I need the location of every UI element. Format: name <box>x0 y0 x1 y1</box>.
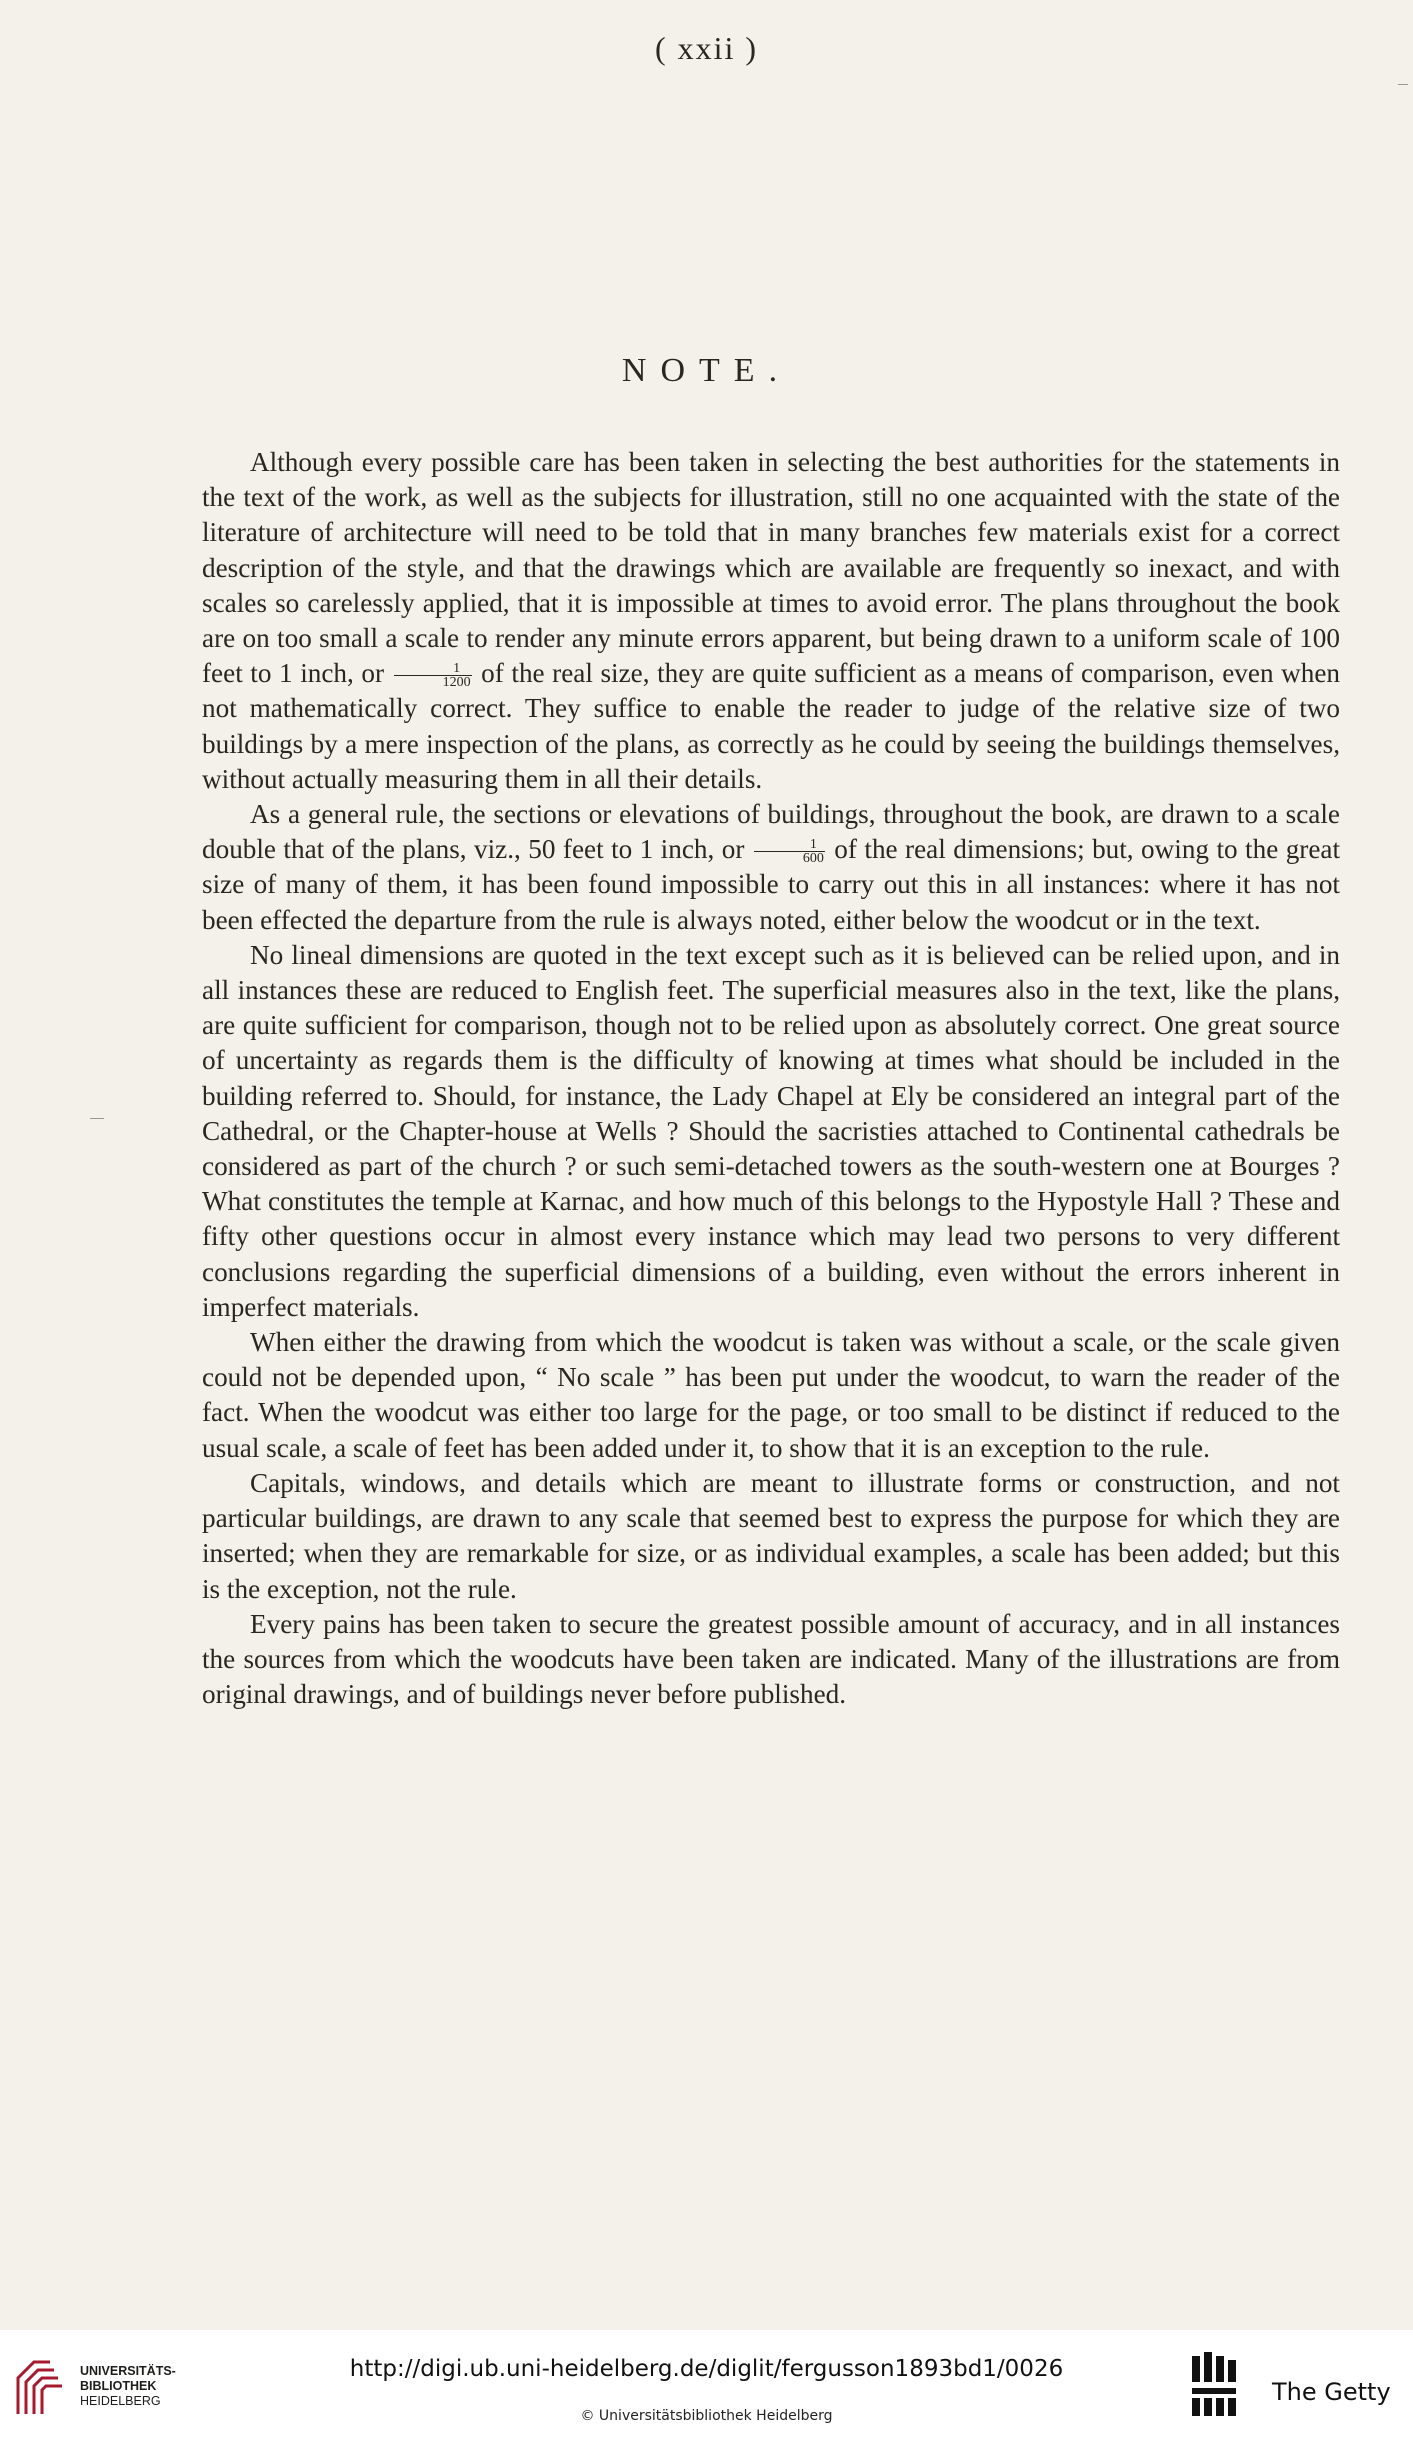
page-number: ( xxii ) <box>654 30 759 66</box>
paragraph: When either the drawing from which the woodcut is taken was without a scale, or the scale given could not be depended upon, “ No scale ” has been put under the woodcut, to warn the reader of the fact. When the woodcut was either too large for the page, or too small to be distinct if reduced to the usual scale, a scale of feet has been added under it, to show that it is an exception to the rule. <box>202 1327 1340 1463</box>
paragraph: No lineal dimensions are quoted in the text except such as it is believed can be relied upon, and in all instances these are reduced to English feet. The superficial measures also in the text, like the plans, are quite sufficient for comparison, though not to be relied upon as absolutely correct. One great source of uncertainty as regards them is the difficulty of knowing at times what should be included in the building referred to. Should, for instance, the Lady Chapel at Ely be considered an integral part of the Cathedral, or the Chapter-house at Wells ? Should the sacristies attached to Continental cathedrals be considered as part of the church ? or such semi-detached towers as the south-western one at Bourges ? What constitutes the temple at Karnac, and how much of this belongs to the Hypostyle Hall ? These and fifty other questions occur in almost every instance which may lead two persons to very different conclusions regarding the superficial dimensions of a building, even without the errors inherent in imperfect materials. <box>202 939 1340 1322</box>
note-body <box>202 445 1340 1712</box>
note-heading: NOTE. <box>621 352 792 389</box>
university-library-name: UNIVERSITÄTS- BIBLIOTHEK HEIDELBERG <box>80 2364 176 2408</box>
margin-mark <box>90 1118 104 1119</box>
footer-bar <box>0 2330 1413 2439</box>
scan-mark <box>1398 84 1408 85</box>
fraction-1-1200: $\frac{1}{1200}$ <box>394 662 472 689</box>
paragraph: Capitals, windows, and details which are meant to illustrate forms or construction, and not particular buildings, are drawn to any scale that seemed best to express the purpose for which they are inserted; when they are remarkable for size, or as individual examples, a scale has been added; but this is the exception, not the rule. <box>202 1467 1340 1604</box>
paragraph: Every pains has been taken to secure the greatest possible amount of accuracy, and in all instances the sources from which the woodcuts have been taken are indicated. Many of the illustrations are from original drawings, and of buildings never before published. <box>202 1608 1340 1710</box>
fraction-1-600: $\frac{1}{600}$ <box>754 838 825 865</box>
getty-name: The Getty <box>1272 2378 1391 2406</box>
paragraph: As a general rule, the sections or elevations of buildings, throughout the book, are drawn to a scale double that of the plans, viz., 50 feet to 1 inch, or $\frac{1}{600}$ of the real dimensions; but, owing to the great size of many of them, it has been found impossible to carry out this in all instances: where it has not been effected the departure from the rule is always noted, either below the woodcut or in the text. <box>202 799 1341 935</box>
paragraph: Although every possible care has been taken in selecting the best authorities for the statements in the text of the work, as well as the subjects for illustration, still no one acquainted with the state of the literature of architecture will need to be told that in many branches few materials exist for a correct description of the style, and that the drawings which are available are frequently so inexact, and with scales so carelessly applied, that it is impossible at times to avoid error. The plans throughout the book are on too small a scale to render any minute errors apparent, but being drawn to a uniform scale of 100 feet to 1 inch, or $\frac{1}{1200}$ of the real size, they are quite sufficient as a means of comparison, even when not mathematically correct. They suffice to enable the reader to judge of the relative size of two buildings by a mere inspection of the plans, as correctly as he could by seeing the buildings themselves, without actually measuring them in all their details. <box>202 447 1341 794</box>
getty-logo-icon[interactable] <box>1188 2350 1240 2420</box>
copyright-notice: © Universitätsbibliothek Heidelberg <box>580 2408 833 2424</box>
permalink-url[interactable]: http://digi.ub.uni-heidelberg.de/diglit/fergusson1893bd1/0026 <box>349 2356 1064 2382</box>
